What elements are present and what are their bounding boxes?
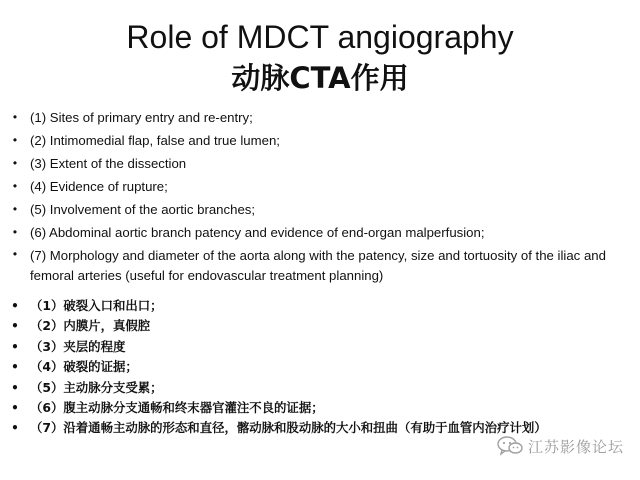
list-item bbox=[8, 198, 632, 221]
list-item bbox=[8, 316, 632, 336]
list-item bbox=[8, 244, 632, 286]
english-bullet-list bbox=[8, 106, 632, 286]
list-item bbox=[8, 175, 632, 198]
list-item-text: （4）破裂的证据； bbox=[30, 359, 138, 375]
wechat-icon bbox=[497, 436, 523, 456]
list-item bbox=[8, 221, 632, 244]
list-item bbox=[8, 106, 632, 129]
list-item-text: （5）主动脉分支受累； bbox=[30, 379, 163, 395]
bullet-icon: • bbox=[11, 339, 19, 354]
list-item-text: （3）夹层的程度 bbox=[30, 338, 126, 354]
list-item-text: （2）内膜片，真假腔 bbox=[30, 318, 151, 334]
list-item-text: （1）破裂入口和出口； bbox=[30, 298, 163, 313]
list-item-text: (2) Intimomedial flap, false and true lumen; bbox=[30, 133, 280, 148]
list-item bbox=[8, 152, 632, 175]
list-item bbox=[8, 129, 632, 152]
bullet-icon: • bbox=[12, 225, 18, 239]
watermark-text: 江苏影像论坛 bbox=[527, 437, 624, 456]
bullet-icon: • bbox=[11, 319, 19, 334]
list-item-text: (1) Sites of primary entry and re-entry; bbox=[30, 110, 253, 125]
bullet-icon: • bbox=[11, 360, 19, 375]
bullet-icon: • bbox=[12, 179, 18, 193]
list-item bbox=[8, 398, 632, 418]
bullet-icon: • bbox=[11, 401, 19, 416]
list-item-text: (6) Abdominal aortic branch patency and evidence of end-organ malperfusion; bbox=[30, 225, 485, 240]
bullet-icon: • bbox=[11, 299, 19, 313]
slide-title-english: Role of MDCT angiography bbox=[126, 19, 514, 55]
bullet-icon: • bbox=[12, 156, 18, 170]
list-item-text: (3) Extent of the dissection bbox=[30, 156, 187, 171]
chinese-bullet-list bbox=[8, 296, 632, 439]
list-item-text: (4) Evidence of rupture; bbox=[30, 179, 168, 194]
list-item bbox=[8, 378, 632, 398]
bullet-icon: • bbox=[12, 202, 18, 216]
bullet-icon: • bbox=[11, 380, 19, 395]
list-item bbox=[8, 357, 632, 377]
bullet-icon: • bbox=[12, 133, 18, 147]
watermark bbox=[497, 434, 624, 458]
slide-title-chinese: 动脉CTA作用 bbox=[231, 61, 409, 95]
list-item-text: （7）沿着通畅主动脉的形态和直径，髂动脉和股动脉的大小和扭曲（有助于血管内治疗计划） bbox=[30, 420, 547, 436]
list-item-text: （6）腹主动脉分支通畅和终末器官灌注不良的证据； bbox=[30, 400, 324, 416]
bullet-icon: • bbox=[12, 247, 18, 261]
bullet-icon: • bbox=[11, 421, 19, 436]
list-item bbox=[8, 296, 632, 316]
bullet-icon: • bbox=[12, 110, 18, 124]
list-item bbox=[8, 337, 632, 357]
list-item-text: (5) Involvement of the aortic branches; bbox=[30, 202, 256, 217]
list-item-text: (7) Morphology and diameter of the aorta along with the patency, size and tortuosity of the iliac and femoral arteries (useful for endovascular treatment planning) bbox=[30, 248, 606, 283]
